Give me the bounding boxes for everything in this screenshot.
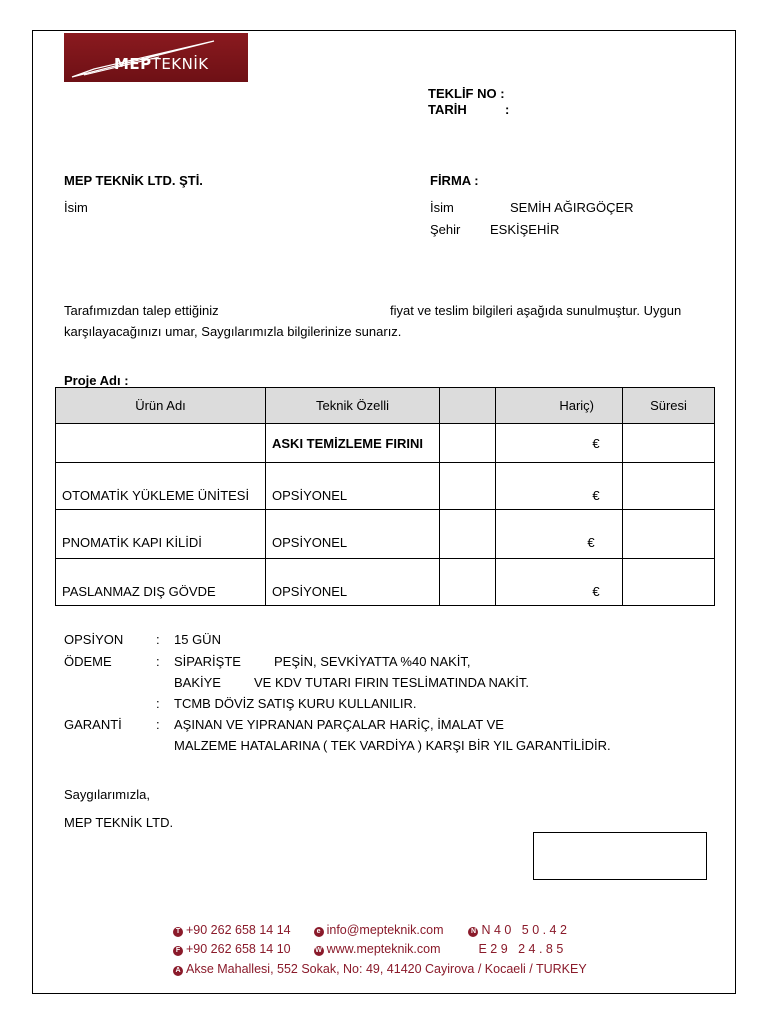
cell-qty	[440, 510, 496, 559]
web-icon: W	[315, 947, 322, 954]
option-label: OPSİYON	[64, 632, 124, 647]
payment-label: ÖDEME	[64, 654, 112, 669]
table-header-row	[56, 388, 715, 424]
north-coordinate-icon: N	[468, 927, 478, 937]
cell-product	[56, 424, 266, 463]
recipient-title: FİRMA :	[430, 173, 479, 188]
recipient-city-value: ESKİŞEHİR	[490, 222, 560, 237]
cell-duration	[623, 424, 715, 463]
date-colon: :	[505, 102, 510, 117]
footer-email: info@mepteknik.com	[326, 923, 444, 937]
col-header-product: Ürün Adı	[56, 388, 266, 424]
company-logo	[64, 33, 248, 82]
cell-spec: ASKI TEMİZLEME FIRINI	[266, 424, 440, 463]
payment-line2-b: VE KDV TUTARI FIRIN TESLİMATINDA NAKİT.	[254, 675, 529, 690]
cell-spec: OPSİYONEL	[266, 463, 440, 510]
recipient-name-label: İsim	[430, 200, 454, 215]
signature-box	[533, 832, 707, 880]
footer-north-coordinate: N 4 0 5 0 . 4 2	[481, 923, 567, 937]
recipient-name-value: SEMİH AĞIRGÖÇER	[510, 200, 634, 215]
cell-price: €	[496, 510, 623, 559]
payment-line3: TCMB DÖVİZ SATIŞ KURU KULLANILIR.	[174, 696, 417, 711]
quote-table	[55, 387, 715, 606]
cell-product: OTOMATİK YÜKLEME ÜNİTESİ	[56, 463, 266, 510]
table-row	[56, 463, 715, 510]
footer-line-1	[173, 923, 567, 937]
cell-qty	[440, 559, 496, 606]
cell-price: €	[496, 463, 623, 510]
footer-line-2	[173, 942, 563, 956]
closing-company: MEP TEKNİK LTD.	[64, 815, 174, 830]
cell-spec: OPSİYONEL	[266, 510, 440, 559]
email-icon: e	[314, 927, 324, 937]
table-row	[56, 424, 715, 463]
phone-icon: T	[173, 927, 183, 937]
offer-no-label: TEKLİF NO :	[428, 86, 505, 101]
table-row	[56, 559, 715, 606]
warranty-line2: MALZEME HATALARINA ( TEK VARDİYA ) KARŞI BİR YIL GARANTİLİDİR.	[174, 738, 611, 753]
intro-text-start: Tarafımızdan talep ettiğiniz	[64, 303, 219, 318]
sender-title: MEP TEKNİK LTD. ŞTİ.	[64, 173, 203, 188]
payment-line1-b: PEŞİN, SEVKİYATTA %40 NAKİT,	[274, 654, 471, 669]
option-colon: :	[156, 632, 160, 647]
closing-greeting: Saygılarımızla,	[64, 787, 150, 802]
cell-duration	[623, 559, 715, 606]
intro-text-line2: karşılayacağınızı umar, Saygılarımızla bilgilerinize sunarız.	[64, 324, 402, 339]
option-value: 15 GÜN	[174, 632, 221, 647]
date-label: TARİH	[428, 102, 467, 117]
cell-product: PNOMATİK KAPI KİLİDİ	[56, 510, 266, 559]
col-header-spec: Teknik Özelli	[266, 388, 440, 424]
fax-icon: F	[173, 946, 183, 956]
cell-qty	[440, 424, 496, 463]
payment-colon-2: :	[156, 696, 160, 711]
address-icon: A	[173, 966, 183, 976]
sender-name-label: İsim	[64, 200, 88, 215]
col-header-qty	[440, 388, 496, 424]
payment-colon: :	[156, 654, 160, 669]
cell-duration	[623, 463, 715, 510]
cell-price: €	[496, 424, 623, 463]
recipient-city-label: Şehir	[430, 222, 461, 237]
cell-price: €	[496, 559, 623, 606]
cell-product: PASLANMAZ DIŞ GÖVDE	[56, 559, 266, 606]
intro-text-end: fiyat ve teslim bilgileri aşağıda sunulmuştur. Uygun	[390, 303, 682, 318]
footer-line-3	[173, 962, 587, 976]
warranty-colon: :	[156, 717, 160, 732]
warranty-line1: AŞINAN VE YIPRANAN PARÇALAR HARİÇ, İMALAT VE	[174, 717, 504, 732]
logo-text: MEPTEKNİK	[114, 55, 209, 73]
cell-spec: OPSİYONEL	[266, 559, 440, 606]
footer-east-coordinate: E 2 9 2 4 . 8 5	[478, 942, 564, 956]
footer-fax: +90 262 658 14 10	[186, 942, 291, 956]
col-header-duration: Süresi	[623, 388, 715, 424]
table-row	[56, 510, 715, 559]
col-header-price: Hariç)	[496, 388, 623, 424]
warranty-label: GARANTİ	[64, 717, 122, 732]
payment-line2-a: BAKİYE	[174, 675, 221, 690]
cell-duration	[623, 510, 715, 559]
project-name-label: Proje Adı :	[64, 373, 129, 388]
footer-web: www.mepteknik.com	[326, 942, 441, 956]
footer-address: Akse Mahallesi, 552 Sokak, No: 49, 41420 Cayirova / Kocaeli / TURKEY	[186, 962, 587, 976]
footer-phone: +90 262 658 14 14	[186, 923, 291, 937]
payment-line1-a: SİPARİŞTE	[174, 654, 241, 669]
cell-qty	[440, 463, 496, 510]
